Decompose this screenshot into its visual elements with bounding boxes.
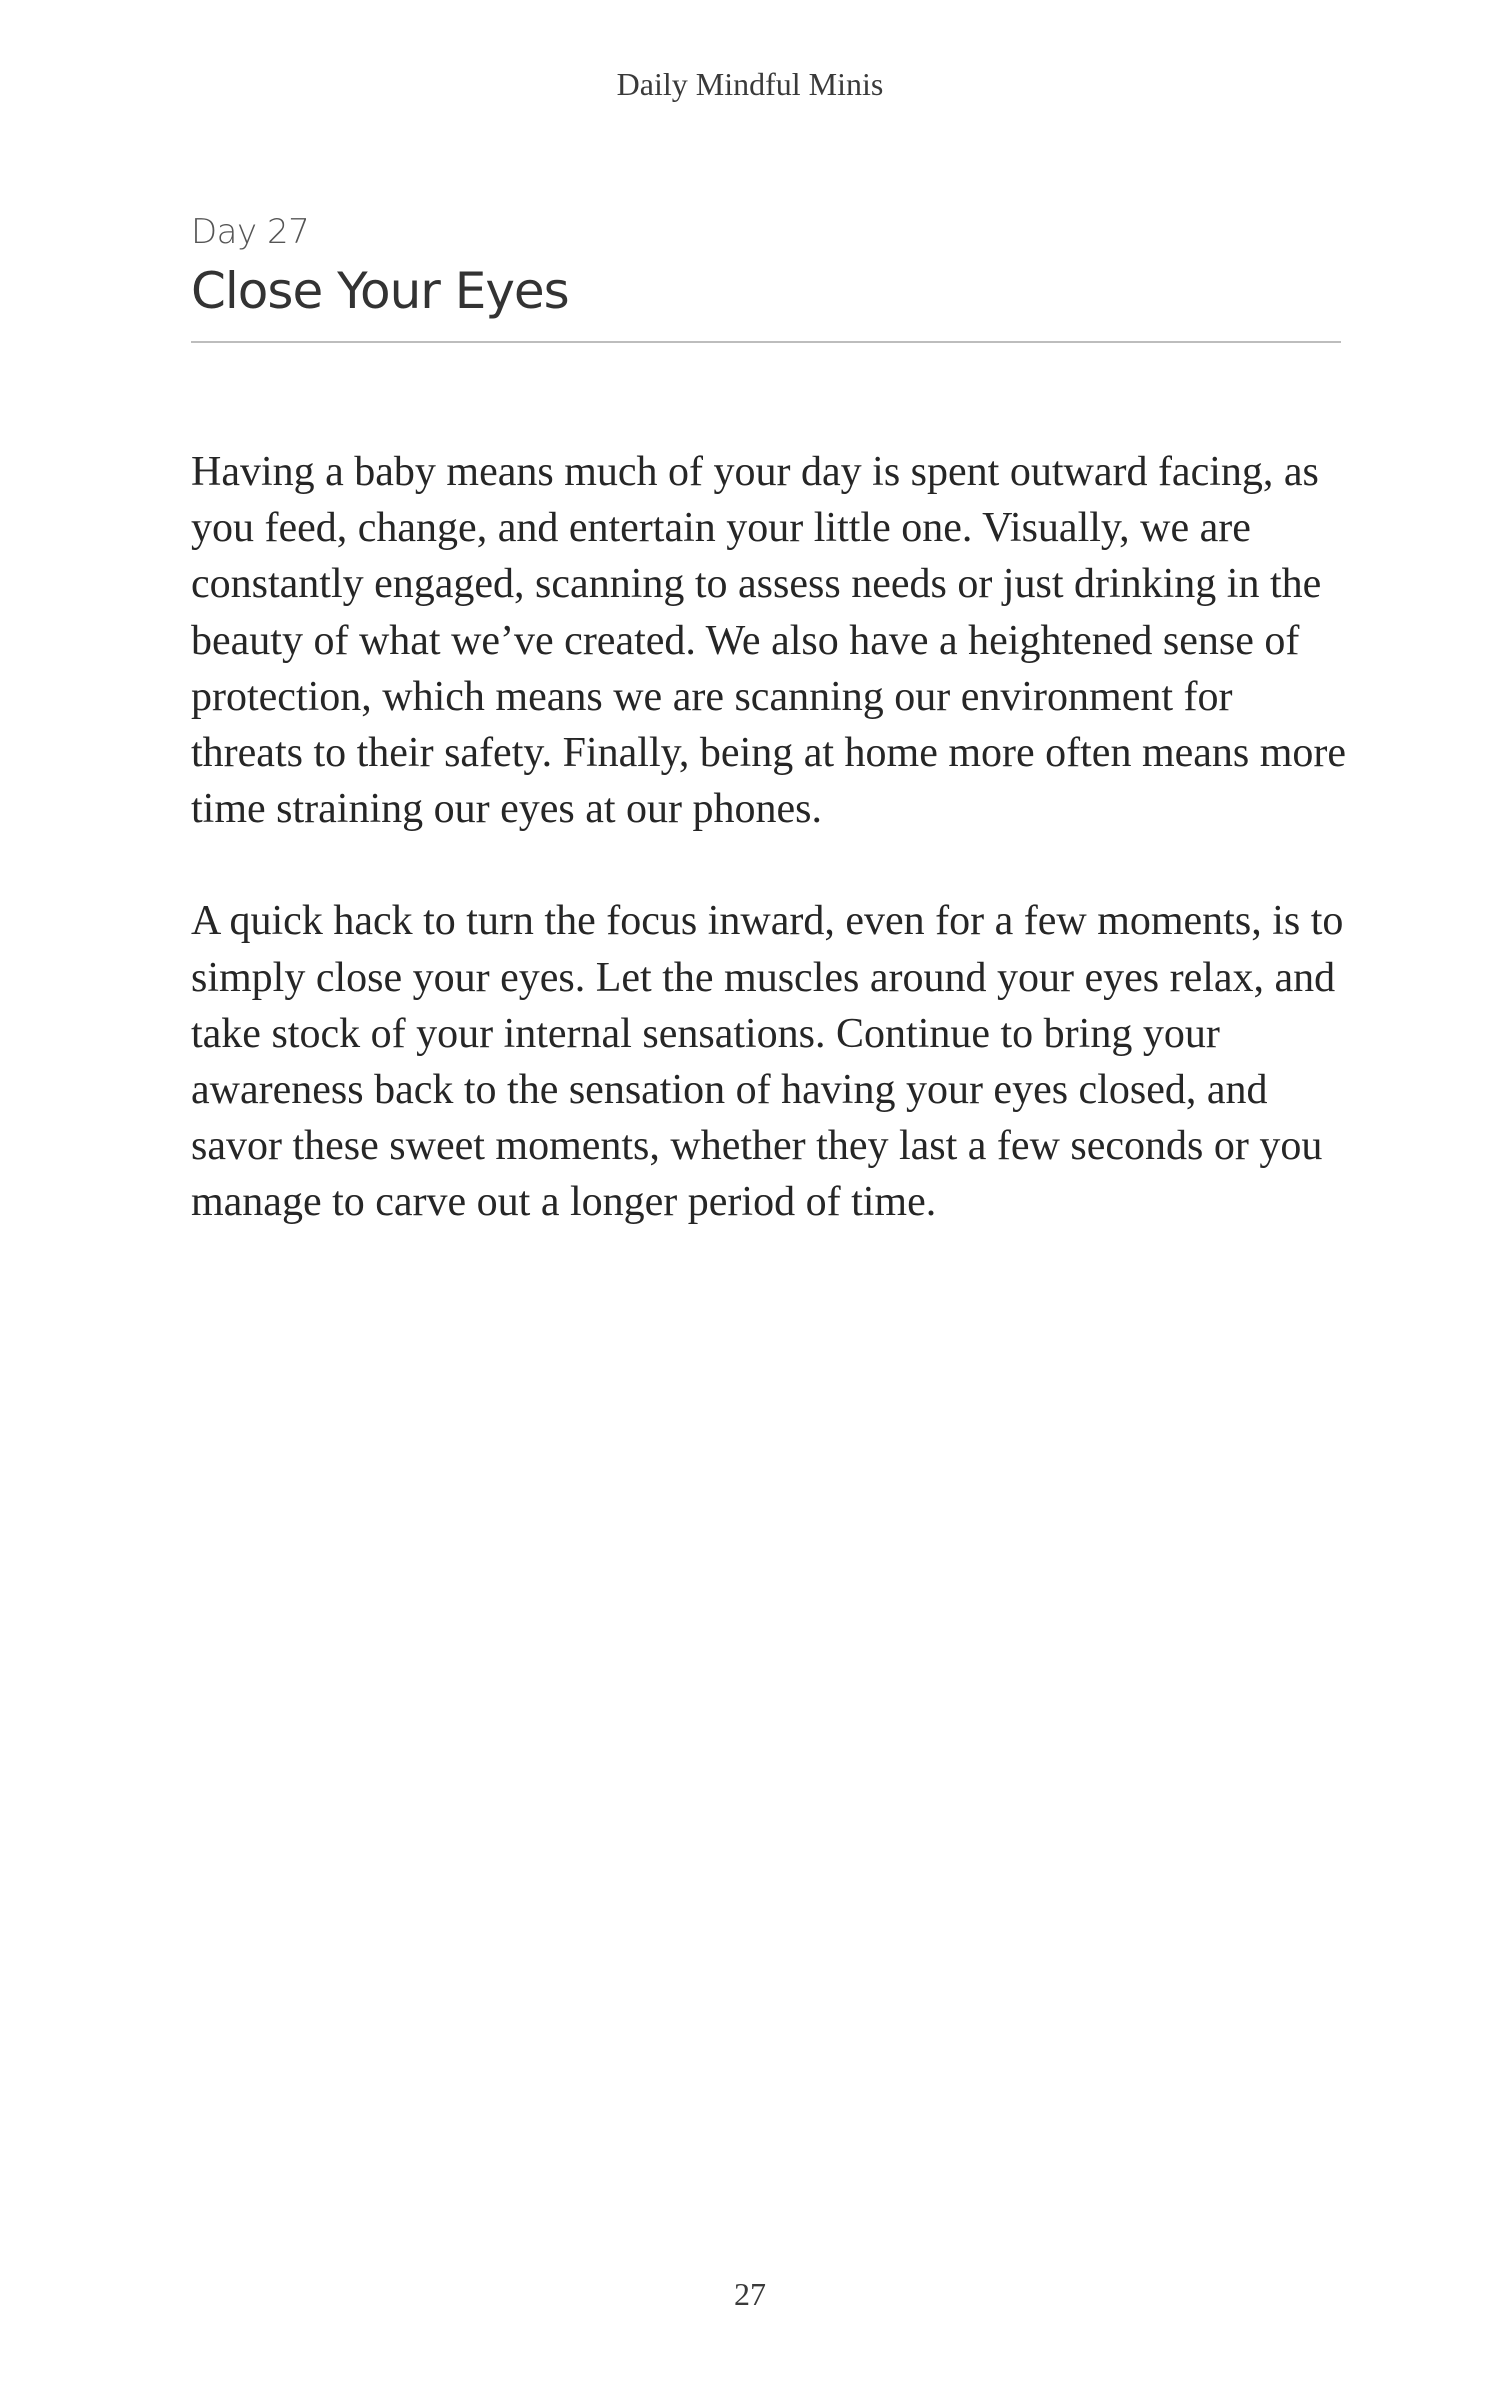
day-label: Day 27 [191, 212, 310, 252]
chapter-heading [191, 208, 1341, 324]
page-number: 27 [734, 2276, 766, 2312]
paragraph: A quick hack to turn the focus inward, even for a few moments, is to simply close your eyes. Let the muscles around your eyes relax, and take stock of your internal sensations. Continue to bring your awareness back to the sensation of having your eyes closed, and savor these sweet moments, whether they last a few seconds or you manage to carve out a longer period of time. [191, 898, 1344, 1226]
paragraph: Having a baby means much of your day is spent outward facing, as you feed, change, and entertain your little one. Visually, we are constantly engaged, scanning to assess needs or just drinking in the beauty of what we’ve created. We also have a heightened sense of protection, which means we are scanning our environment for threats to their safety. Finally, being at home more often means more time straining our eyes at our phones. [191, 449, 1347, 833]
body-text [191, 444, 1351, 1287]
title-divider [191, 341, 1341, 343]
chapter-title: Close Your Eyes [191, 262, 569, 320]
running-header: Daily Mindful Minis [616, 66, 884, 102]
